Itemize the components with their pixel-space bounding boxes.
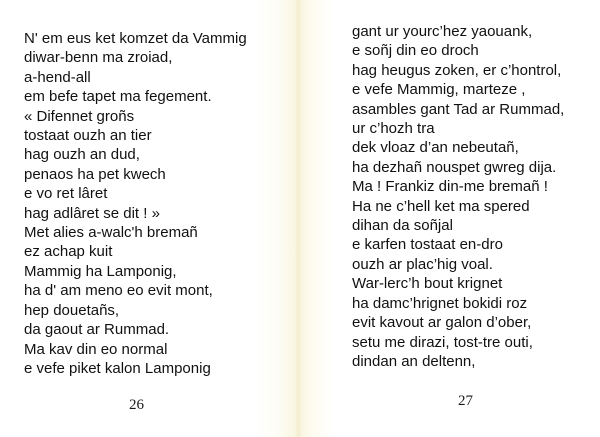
poem-line: Met alies a-walc'h bremañ: [24, 224, 198, 242]
poem-line: penaos ha pet kwech: [24, 165, 166, 183]
poem-line: Ha ne c’hell ket ma spered: [352, 197, 530, 215]
poem-line: Ma ! Frankiz din-me bremañ !: [352, 178, 548, 196]
poem-line: dek vloaz d’an nebeutañ,: [352, 139, 519, 157]
poem-line: ha damc’hrignet bokidi roz: [352, 294, 528, 312]
poem-line: ha d' am meno eo evit mont,: [24, 282, 213, 300]
poem-line: dihan da soñjal: [352, 217, 453, 235]
book-gutter: [294, 0, 302, 437]
poem-line: dindan an deltenn,: [352, 352, 476, 370]
poem-line: a-hend-all: [24, 68, 91, 86]
poem-line: gant ur yourc’hez yaouank,: [352, 23, 533, 40]
poem-line: e vefe piket kalon Lamponig: [24, 359, 211, 377]
poem-line: e karfen tostaat en-dro: [352, 236, 503, 254]
left-page-poem: [24, 29, 247, 378]
poem-line: ur c’hozh tra: [352, 120, 435, 138]
poem-line: ouzh ar plac’hig voal.: [352, 255, 493, 273]
poem-line: da gaout ar Rummad.: [24, 321, 170, 339]
poem-line: Mammig ha Lamponig,: [24, 262, 177, 280]
poem-line: setu me dirazi, tost-tre outi,: [352, 333, 533, 351]
poem-line: ez achap kuit: [24, 243, 113, 261]
poem-line: e vo ret lâret: [24, 185, 108, 203]
poem-line: hag ouzh an dud,: [24, 146, 140, 164]
poem-line: e vefe Mammig, marteze ,: [352, 81, 526, 99]
right-page-poem: [352, 22, 564, 371]
poem-line: ha dezhañ nouspet gwreg dija.: [352, 158, 557, 176]
poem-line: evit kavout ar galon d’ober,: [352, 314, 532, 332]
poem-line: War-lerc’h bout krignet: [352, 275, 503, 293]
poem-line: em befe tapet ma fegement.: [24, 88, 212, 106]
poem-line: tostaat ouzh an tier: [24, 127, 152, 145]
poem-line: « Difennet groñs: [24, 107, 135, 125]
poem-line: e soñj din eo droch: [352, 42, 479, 60]
poem-line: asambles gant Tad ar Rummad,: [352, 100, 565, 118]
right-page: [298, 0, 600, 437]
page-number-left: 26: [129, 397, 144, 413]
poem-line: diwar-benn ma zroiad,: [24, 49, 173, 67]
left-page: [0, 0, 298, 437]
poem-line: Ma kav din eo normal: [24, 340, 168, 358]
page-number-right: 27: [458, 393, 473, 409]
poem-line: hag adlâret se dit ! »: [24, 204, 160, 222]
poem-line: N' em eus ket komzet da Vammig: [24, 30, 247, 47]
poem-line: hag heugus zoken, er c’hontrol,: [352, 61, 562, 79]
poem-line: hep douetañs,: [24, 301, 120, 319]
